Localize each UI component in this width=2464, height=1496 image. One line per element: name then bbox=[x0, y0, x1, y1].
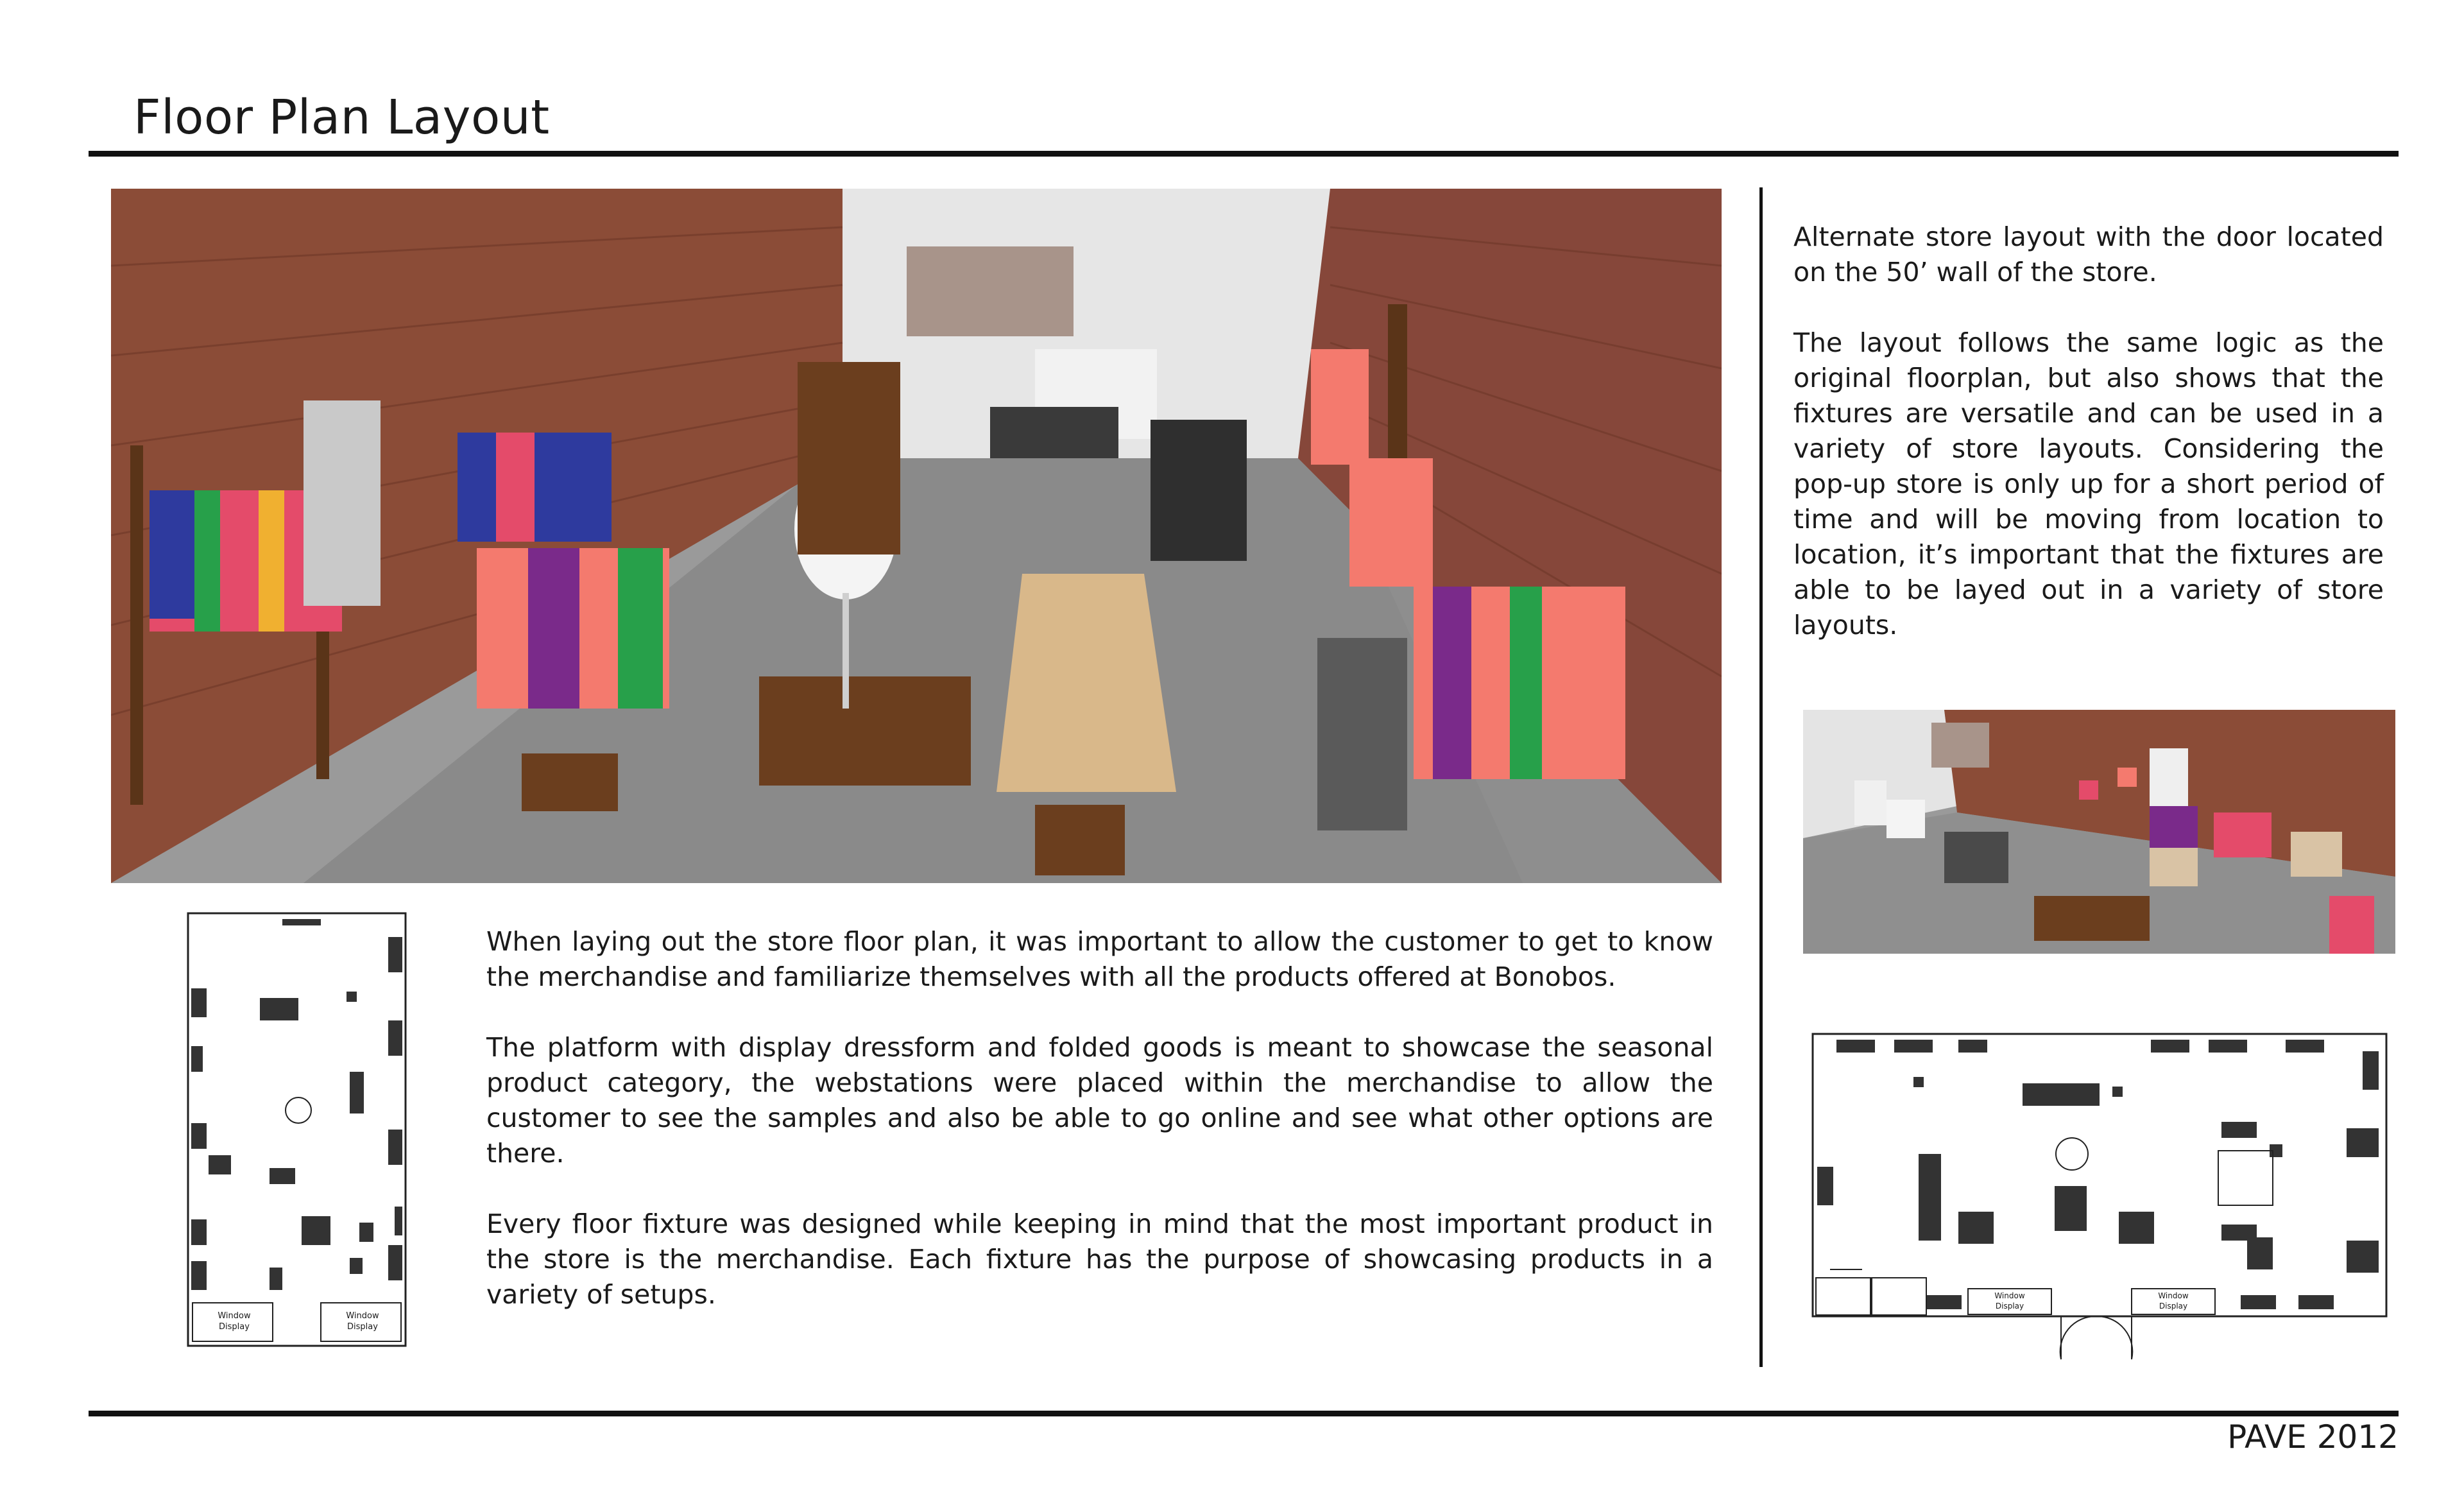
side-paragraph-1: Alternate store layout with the door located on the 50’ wall of the store. bbox=[1793, 221, 2384, 288]
footer-rule bbox=[89, 1411, 2399, 1416]
alt-window-display-label-left: Window Display bbox=[1994, 1291, 2025, 1311]
column-divider bbox=[1759, 187, 1763, 1367]
floor-plan-original bbox=[186, 911, 407, 1348]
header-rule bbox=[89, 151, 2399, 157]
window-display-label-right: Window Display bbox=[346, 1311, 379, 1332]
footer-label: PAVE 2012 bbox=[2227, 1418, 2399, 1456]
side-description bbox=[1793, 219, 2384, 678]
main-description bbox=[486, 924, 1713, 1348]
side-paragraph-2: The layout follows the same logic as the original floorplan, but also shows that the fixtures are versatile and can be used in a variety of store layouts. Considering the pop-up store is only up for a short period of time and will be moving from location to location, it’s important that the fixtures are able to be layed out in a variety of store layouts. bbox=[1793, 327, 2384, 641]
alt-window-display-label-right: Window Display bbox=[2158, 1291, 2189, 1311]
window-display-label-left: Window Display bbox=[218, 1311, 251, 1332]
main-paragraph-2: The platform with display dressform and folded goods is meant to showcase the seasonal product category, the webstations were placed within the merchandise to allow the customer to see the samples and also be able to go online and see what other options are there. bbox=[486, 1032, 1713, 1169]
store-render-main bbox=[111, 189, 1722, 883]
page-title: Floor Plan Layout bbox=[133, 90, 550, 145]
floor-plan-alternate bbox=[1811, 1032, 2388, 1366]
store-render-alternate bbox=[1803, 710, 2395, 954]
main-paragraph-3: Every floor fixture was designed while keeping in mind that the most important product in the store is the merchandise. Each fixture has the purpose of showcasing products in a variety of setups. bbox=[486, 1208, 1713, 1310]
main-paragraph-1: When laying out the store floor plan, it was important to allow the customer to get to know the merchandise and familiarize themselves with all the products offered at Bonobos. bbox=[486, 926, 1713, 992]
